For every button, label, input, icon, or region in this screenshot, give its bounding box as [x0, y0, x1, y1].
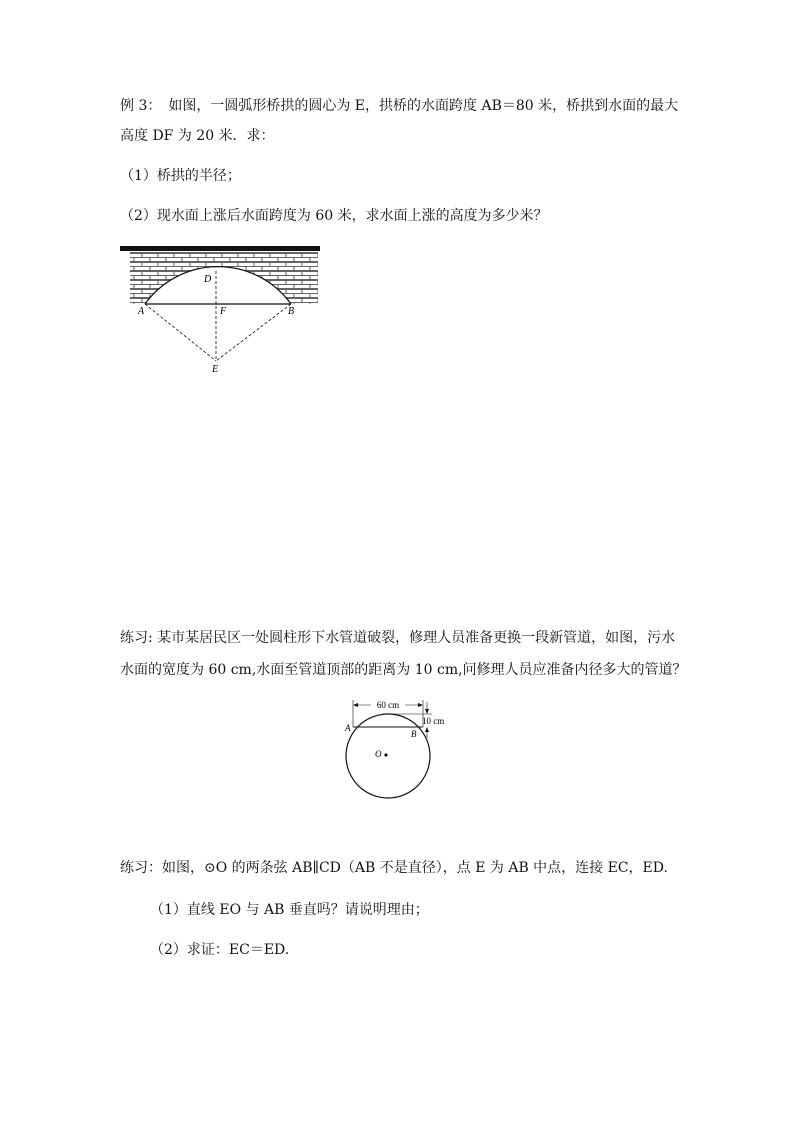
practice1-line2: 水面的宽度为 60 cm,水面至管道顶部的距离为 10 cm,问修理人员应准备内径多大的管道？ — [120, 662, 687, 678]
bridge-arch-figure — [118, 244, 328, 379]
segment-BE — [216, 304, 291, 361]
bridge-deck — [120, 246, 320, 251]
width-arrow-right — [418, 703, 423, 707]
label-O: O — [375, 749, 382, 759]
label-B: B — [411, 729, 417, 739]
depth-arrow-bottom — [425, 727, 429, 732]
label-A: A — [345, 723, 351, 733]
practice2-question1: （1）直线 EO 与 AB 垂直吗？请说明理由； — [150, 902, 429, 918]
label-F: F — [220, 306, 227, 317]
practice2-line1: 练习：如图，⊙O 的两条弦 AB∥CD（AB 不是直径），点 E 为 AB 中点，连接 EC，ED. — [120, 860, 668, 876]
segment-AE — [145, 304, 216, 361]
example3-line1: 例 3： 如图，一圆弧形桥拱的圆心为 E，拱桥的水面跨度 AB＝80 米，桥拱到水面的最大 — [120, 98, 679, 114]
example3-question1: （1）桥拱的半径； — [120, 168, 241, 184]
pipe-circle-figure — [338, 696, 458, 806]
label-E: E — [212, 364, 219, 375]
label-D: D — [204, 274, 212, 285]
example3-line2: 高度 DF 为 20 米．求： — [120, 128, 275, 144]
brick-wall — [130, 251, 318, 304]
label-B: B — [288, 306, 295, 317]
depth-arrow-top — [425, 709, 429, 714]
practice2-question2: （2）求证：EC＝ED. — [150, 942, 290, 958]
depth-label: 10 cm — [422, 716, 445, 726]
width-arrow-left — [353, 703, 358, 707]
example3-question2: （2）现水面上涨后水面跨度为 60 米，求水面上涨的高度为多少米？ — [120, 208, 548, 224]
label-A: A — [138, 306, 145, 317]
center-point-O — [384, 753, 387, 756]
width-label: 60 cm — [376, 700, 400, 710]
practice1-line1: 练习: 某市某居民区一处圆柱形下水管道破裂，修理人员准备更换一段新管道，如图，污水 — [120, 630, 676, 646]
